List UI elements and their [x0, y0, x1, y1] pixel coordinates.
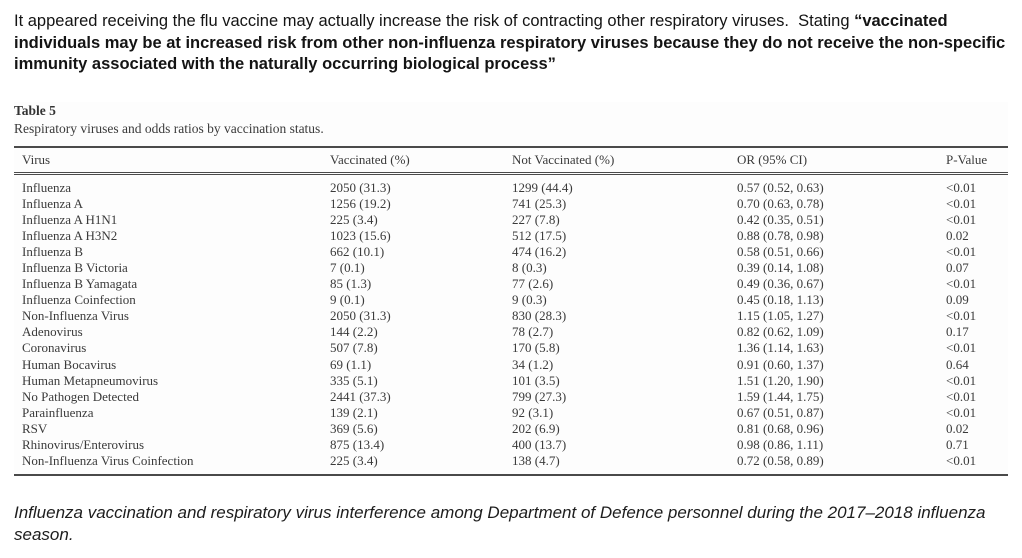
cell-or-ci: 0.88 (0.78, 0.98) [737, 227, 824, 243]
cell-virus: Rhinovirus/Enterovirus [22, 437, 145, 452]
cell-pvalue: <0.01 [946, 340, 977, 356]
cell-vaccinated: 2050 (31.3) [330, 179, 391, 195]
table-row [14, 228, 1008, 244]
cell-pvalue: <0.01 [946, 308, 977, 324]
cell-virus: Influenza B Victoria [22, 259, 128, 275]
cell-not-vaccinated: 741 (25.3) [512, 195, 567, 211]
cell-pvalue: 0.71 [946, 437, 969, 452]
col-header-or-ci: OR (95% CI) [729, 147, 938, 174]
cell-pvalue: <0.01 [946, 195, 977, 211]
cell-or-ci: 0.49 (0.36, 0.67) [737, 276, 824, 292]
cell-virus: Human Bocavirus [22, 356, 117, 372]
cell-virus: Coronavirus [22, 340, 87, 356]
cell-virus: RSV [22, 420, 48, 436]
cell-not-vaccinated: 400 (13.7) [512, 437, 567, 452]
cell-vaccinated: 69 (1.1) [330, 356, 372, 372]
cell-or-ci: 0.72 (0.58, 0.89) [737, 453, 824, 469]
cell-or-ci: 1.51 (1.20, 1.90) [737, 372, 824, 388]
cell-not-vaccinated: 138 (4.7) [512, 453, 560, 469]
cell-pvalue: <0.01 [946, 211, 977, 227]
table-row [14, 212, 1008, 228]
cell-pvalue: <0.01 [946, 388, 977, 404]
cell-or-ci: 1.36 (1.14, 1.63) [737, 340, 824, 356]
cell-virus: Human Metapneumovirus [22, 372, 159, 388]
cell-pvalue: 0.09 [946, 292, 969, 308]
cell-not-vaccinated: 34 (1.2) [512, 356, 554, 372]
cell-pvalue: 0.17 [946, 324, 969, 340]
table-row [14, 340, 1008, 356]
table-row [14, 260, 1008, 276]
cell-virus: Influenza A H1N1 [22, 211, 118, 227]
cell-not-vaccinated: 474 (16.2) [512, 243, 567, 259]
cell-virus: Non-Influenza Virus Coinfection [22, 453, 194, 469]
intro-text: It appeared receiving the flu vaccine may actually increase the risk of contracting other respiratory viruses. Stating [14, 12, 855, 30]
cell-pvalue: <0.01 [946, 453, 977, 469]
cell-not-vaccinated: 8 (0.3) [512, 259, 547, 275]
cell-vaccinated: 507 (7.8) [330, 340, 378, 356]
table-row [14, 405, 1008, 421]
cell-or-ci: 0.70 (0.63, 0.78) [737, 195, 824, 211]
cell-vaccinated: 9 (0.1) [330, 292, 365, 308]
cell-vaccinated: 225 (3.4) [330, 453, 378, 469]
cell-pvalue: 0.02 [946, 420, 969, 436]
cell-not-vaccinated: 101 (3.5) [512, 372, 560, 388]
cell-not-vaccinated: 1299 (44.4) [512, 179, 573, 195]
cell-pvalue: 0.02 [946, 227, 969, 243]
col-header-virus: Virus [14, 147, 322, 174]
cell-vaccinated: 335 (5.1) [330, 372, 378, 388]
table-row [14, 357, 1008, 373]
table-caption: Respiratory viruses and odds ratios by vaccination status. [14, 120, 324, 136]
table-body [14, 173, 1008, 475]
table-label: Table 5 [14, 102, 56, 118]
cell-vaccinated: 1256 (19.2) [330, 195, 391, 211]
table-row [14, 292, 1008, 308]
cell-or-ci: 0.82 (0.62, 1.09) [737, 324, 824, 340]
table-row [14, 373, 1008, 389]
table-header [14, 147, 1008, 174]
cell-pvalue: 0.64 [946, 356, 969, 372]
cell-virus: Non-Influenza Virus [22, 308, 129, 324]
cell-or-ci: 0.67 (0.51, 0.87) [737, 404, 824, 420]
cell-virus: Influenza A [22, 195, 84, 211]
cell-vaccinated: 139 (2.1) [330, 404, 378, 420]
cell-virus: Parainfluenza [22, 404, 94, 420]
cell-not-vaccinated: 77 (2.6) [512, 276, 554, 292]
table-row [14, 421, 1008, 437]
cell-not-vaccinated: 512 (17.5) [512, 227, 567, 243]
cell-or-ci: 0.81 (0.68, 0.96) [737, 420, 824, 436]
cell-pvalue: <0.01 [946, 404, 977, 420]
cell-or-ci: 0.58 (0.51, 0.66) [737, 243, 824, 259]
cell-virus: No Pathogen Detected [22, 388, 139, 404]
col-header-pvalue: P-Value [938, 147, 1008, 174]
cell-vaccinated: 369 (5.6) [330, 420, 378, 436]
col-header-vaccinated: Vaccinated (%) [322, 147, 504, 174]
cell-or-ci: 0.39 (0.14, 1.08) [737, 259, 824, 275]
cell-virus: Influenza Coinfection [22, 292, 136, 308]
cell-not-vaccinated: 830 (28.3) [512, 308, 567, 324]
cell-vaccinated: 2050 (31.3) [330, 308, 391, 324]
cell-vaccinated: 875 (13.4) [330, 437, 385, 452]
cell-virus: Adenovirus [22, 324, 83, 340]
table-row [14, 437, 1008, 453]
cell-pvalue: <0.01 [946, 276, 977, 292]
page [0, 11, 1022, 558]
footer-citation: Influenza vaccination and respiratory virus interference among Department of Defence personnel during the 2017–2018 influenza season. [14, 503, 986, 545]
cell-not-vaccinated: 9 (0.3) [512, 292, 547, 308]
cell-not-vaccinated: 170 (5.8) [512, 340, 560, 356]
cell-vaccinated: 144 (2.2) [330, 324, 378, 340]
cell-not-vaccinated: 227 (7.8) [512, 211, 560, 227]
cell-or-ci: 0.45 (0.18, 1.13) [737, 292, 824, 308]
intro-quote-bold: “vaccinated individuals may be at increased risk from other non-influenza respiratory viruses because they do not receive the non-specific immunity associated with the naturally occurring biological process” [14, 12, 1010, 73]
table-row [14, 173, 1008, 196]
cell-not-vaccinated: 92 (3.1) [512, 404, 554, 420]
table-row [14, 308, 1008, 324]
cell-vaccinated: 662 (10.1) [330, 243, 385, 259]
cell-vaccinated: 85 (1.3) [330, 276, 372, 292]
table-header-row [14, 147, 1008, 174]
table-row [14, 244, 1008, 260]
data-table [14, 146, 1008, 477]
cell-not-vaccinated: 78 (2.7) [512, 324, 554, 340]
cell-not-vaccinated: 202 (6.9) [512, 420, 560, 436]
table-row [14, 324, 1008, 340]
cell-virus: Influenza B Yamagata [22, 276, 138, 292]
cell-pvalue: <0.01 [946, 243, 977, 259]
cell-or-ci: 0.57 (0.52, 0.63) [737, 179, 824, 195]
cell-virus: Influenza A H3N2 [22, 227, 118, 243]
table-figure [14, 102, 1008, 477]
cell-or-ci: 1.15 (1.05, 1.27) [737, 308, 824, 324]
cell-not-vaccinated: 799 (27.3) [512, 388, 567, 404]
table-row [14, 276, 1008, 292]
intro-paragraph [14, 11, 1008, 76]
cell-pvalue: 0.07 [946, 259, 969, 275]
cell-or-ci: 0.98 (0.86, 1.11) [737, 437, 824, 452]
cell-virus: Influenza B [22, 243, 84, 259]
cell-pvalue: <0.01 [946, 179, 977, 195]
cell-virus: Influenza [22, 179, 72, 195]
cell-vaccinated: 7 (0.1) [330, 259, 365, 275]
cell-pvalue: <0.01 [946, 372, 977, 388]
table-row [14, 389, 1008, 405]
cell-or-ci: 1.59 (1.44, 1.75) [737, 388, 824, 404]
col-header-not-vaccinated: Not Vaccinated (%) [504, 147, 729, 174]
table-row [14, 196, 1008, 212]
table-row [14, 453, 1008, 475]
cell-vaccinated: 1023 (15.6) [330, 227, 391, 243]
cell-or-ci: 0.91 (0.60, 1.37) [737, 356, 824, 372]
cell-vaccinated: 225 (3.4) [330, 211, 378, 227]
cell-vaccinated: 2441 (37.3) [330, 388, 391, 404]
cell-or-ci: 0.42 (0.35, 0.51) [737, 211, 824, 227]
